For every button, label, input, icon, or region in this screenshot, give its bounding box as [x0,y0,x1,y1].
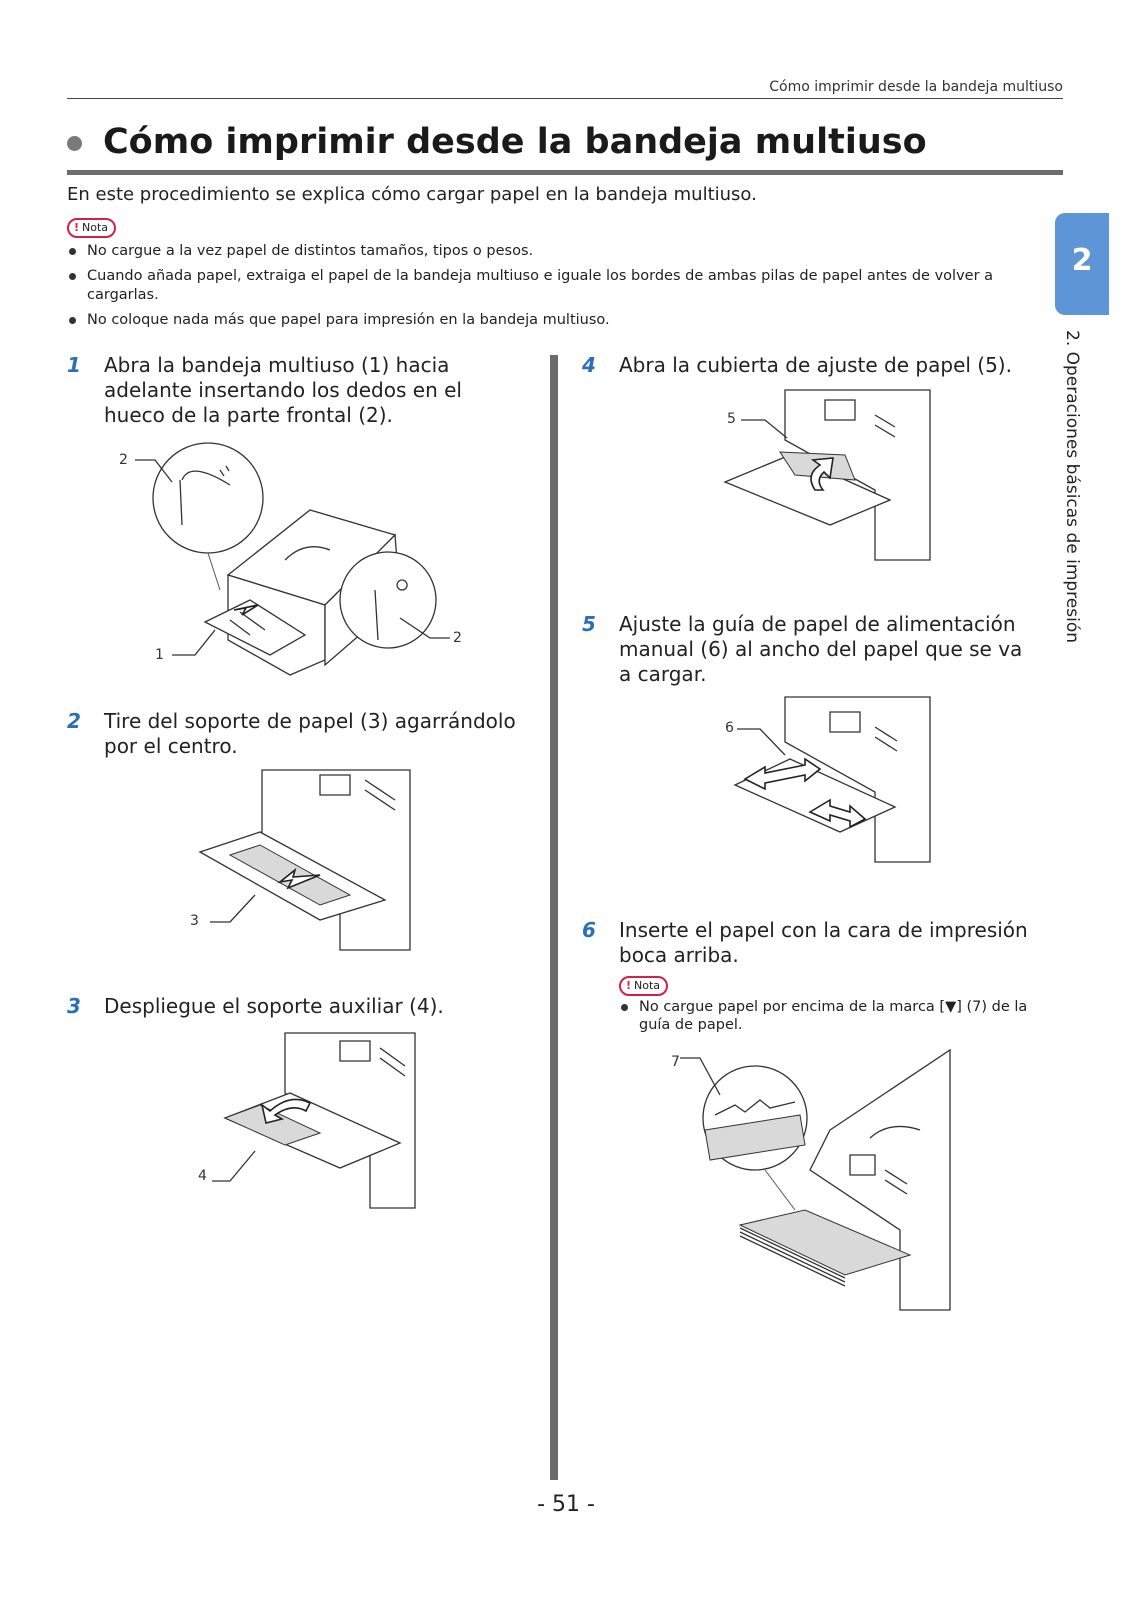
callout-label: 6 [725,720,734,736]
callout-label: 4 [198,1168,207,1184]
step-4 [582,353,1042,383]
title-rule [67,170,1063,175]
intro-text: En este procedimiento se explica cómo cargar papel en la bandeja multiuso. [67,184,757,205]
chapter-number: 2 [1071,243,1093,278]
note-item: No cargue a la vez papel de distintos tamaños, tipos o pesos. [67,242,1047,261]
step-3 [67,994,537,1024]
step-number: 2 [67,709,81,733]
step-text: Abra la cubierta de ajuste de papel (5). [619,353,1012,377]
step-6-note-badge: ! Nota [619,974,668,996]
chapter-side-label: 2. Operaciones básicas de impresión [1062,330,1082,643]
chapter-tab[interactable] [1055,213,1109,315]
step-number: 4 [582,353,596,377]
callout-label: 2 [119,452,128,468]
step-number: 5 [582,612,596,636]
step-text: Tire del soporte de papel (3) agarrándolo por el centro. [104,709,516,758]
step-text: Abra la bandeja multiuso (1) hacia adelante insertando los dedos en el hueco de la parte frontal (2). [104,353,462,427]
step-text: Despliegue el soporte auxiliar (4). [104,994,444,1018]
exclamation-icon: ! [626,979,632,992]
callout-label: 7 [671,1054,680,1070]
note-item: Cuando añada papel, extraiga el papel de la bandeja multiuso e iguale los bordes de ambas pilas de papel antes de volver a cargarlas. [67,267,1047,305]
section-title-row [67,122,1063,172]
step-text: Ajuste la guía de papel de alimentación manual (6) al ancho del papel que se va a cargar. [619,612,1023,686]
callout-label: 3 [190,913,199,929]
callout-label: 2 [453,630,462,646]
step-2 [67,709,537,764]
step-1 [67,353,537,433]
column-divider [550,355,558,1480]
illustration-insert-paper [670,1050,955,1320]
illustration-open-tray [110,440,500,690]
callout-label: 1 [155,647,164,663]
step-6-note-list [619,998,1039,1034]
note-item: No coloque nada más que papel para impresión en la bandeja multiuso. [67,311,1047,330]
header-rule [67,98,1063,99]
title-bullet-icon [67,136,82,151]
page-number: - 51 - [537,1492,595,1517]
illustration-adjust-guide [735,697,935,867]
note-badge: ! Nota [67,216,116,238]
illustration-open-cover [725,390,935,565]
step-5 [582,612,1042,692]
illustration-pull-support [200,770,420,955]
exclamation-icon: ! [74,221,80,234]
running-header: Cómo imprimir desde la bandeja multiuso [769,79,1063,95]
note-item: No cargue papel por encima de la marca [▼] (7) de la guía de papel. [619,998,1039,1034]
note-list [67,242,1047,336]
step-number: 3 [67,994,81,1018]
callout-label: 5 [727,411,736,427]
illustration-auxiliary-support [200,1033,420,1213]
page-title: Cómo imprimir desde la bandeja multiuso [103,122,927,162]
step-text: Inserte el papel con la cara de impresión boca arriba. [619,918,1028,967]
step-number: 6 [582,918,596,942]
step-6 [582,918,1042,973]
step-number: 1 [67,353,81,377]
